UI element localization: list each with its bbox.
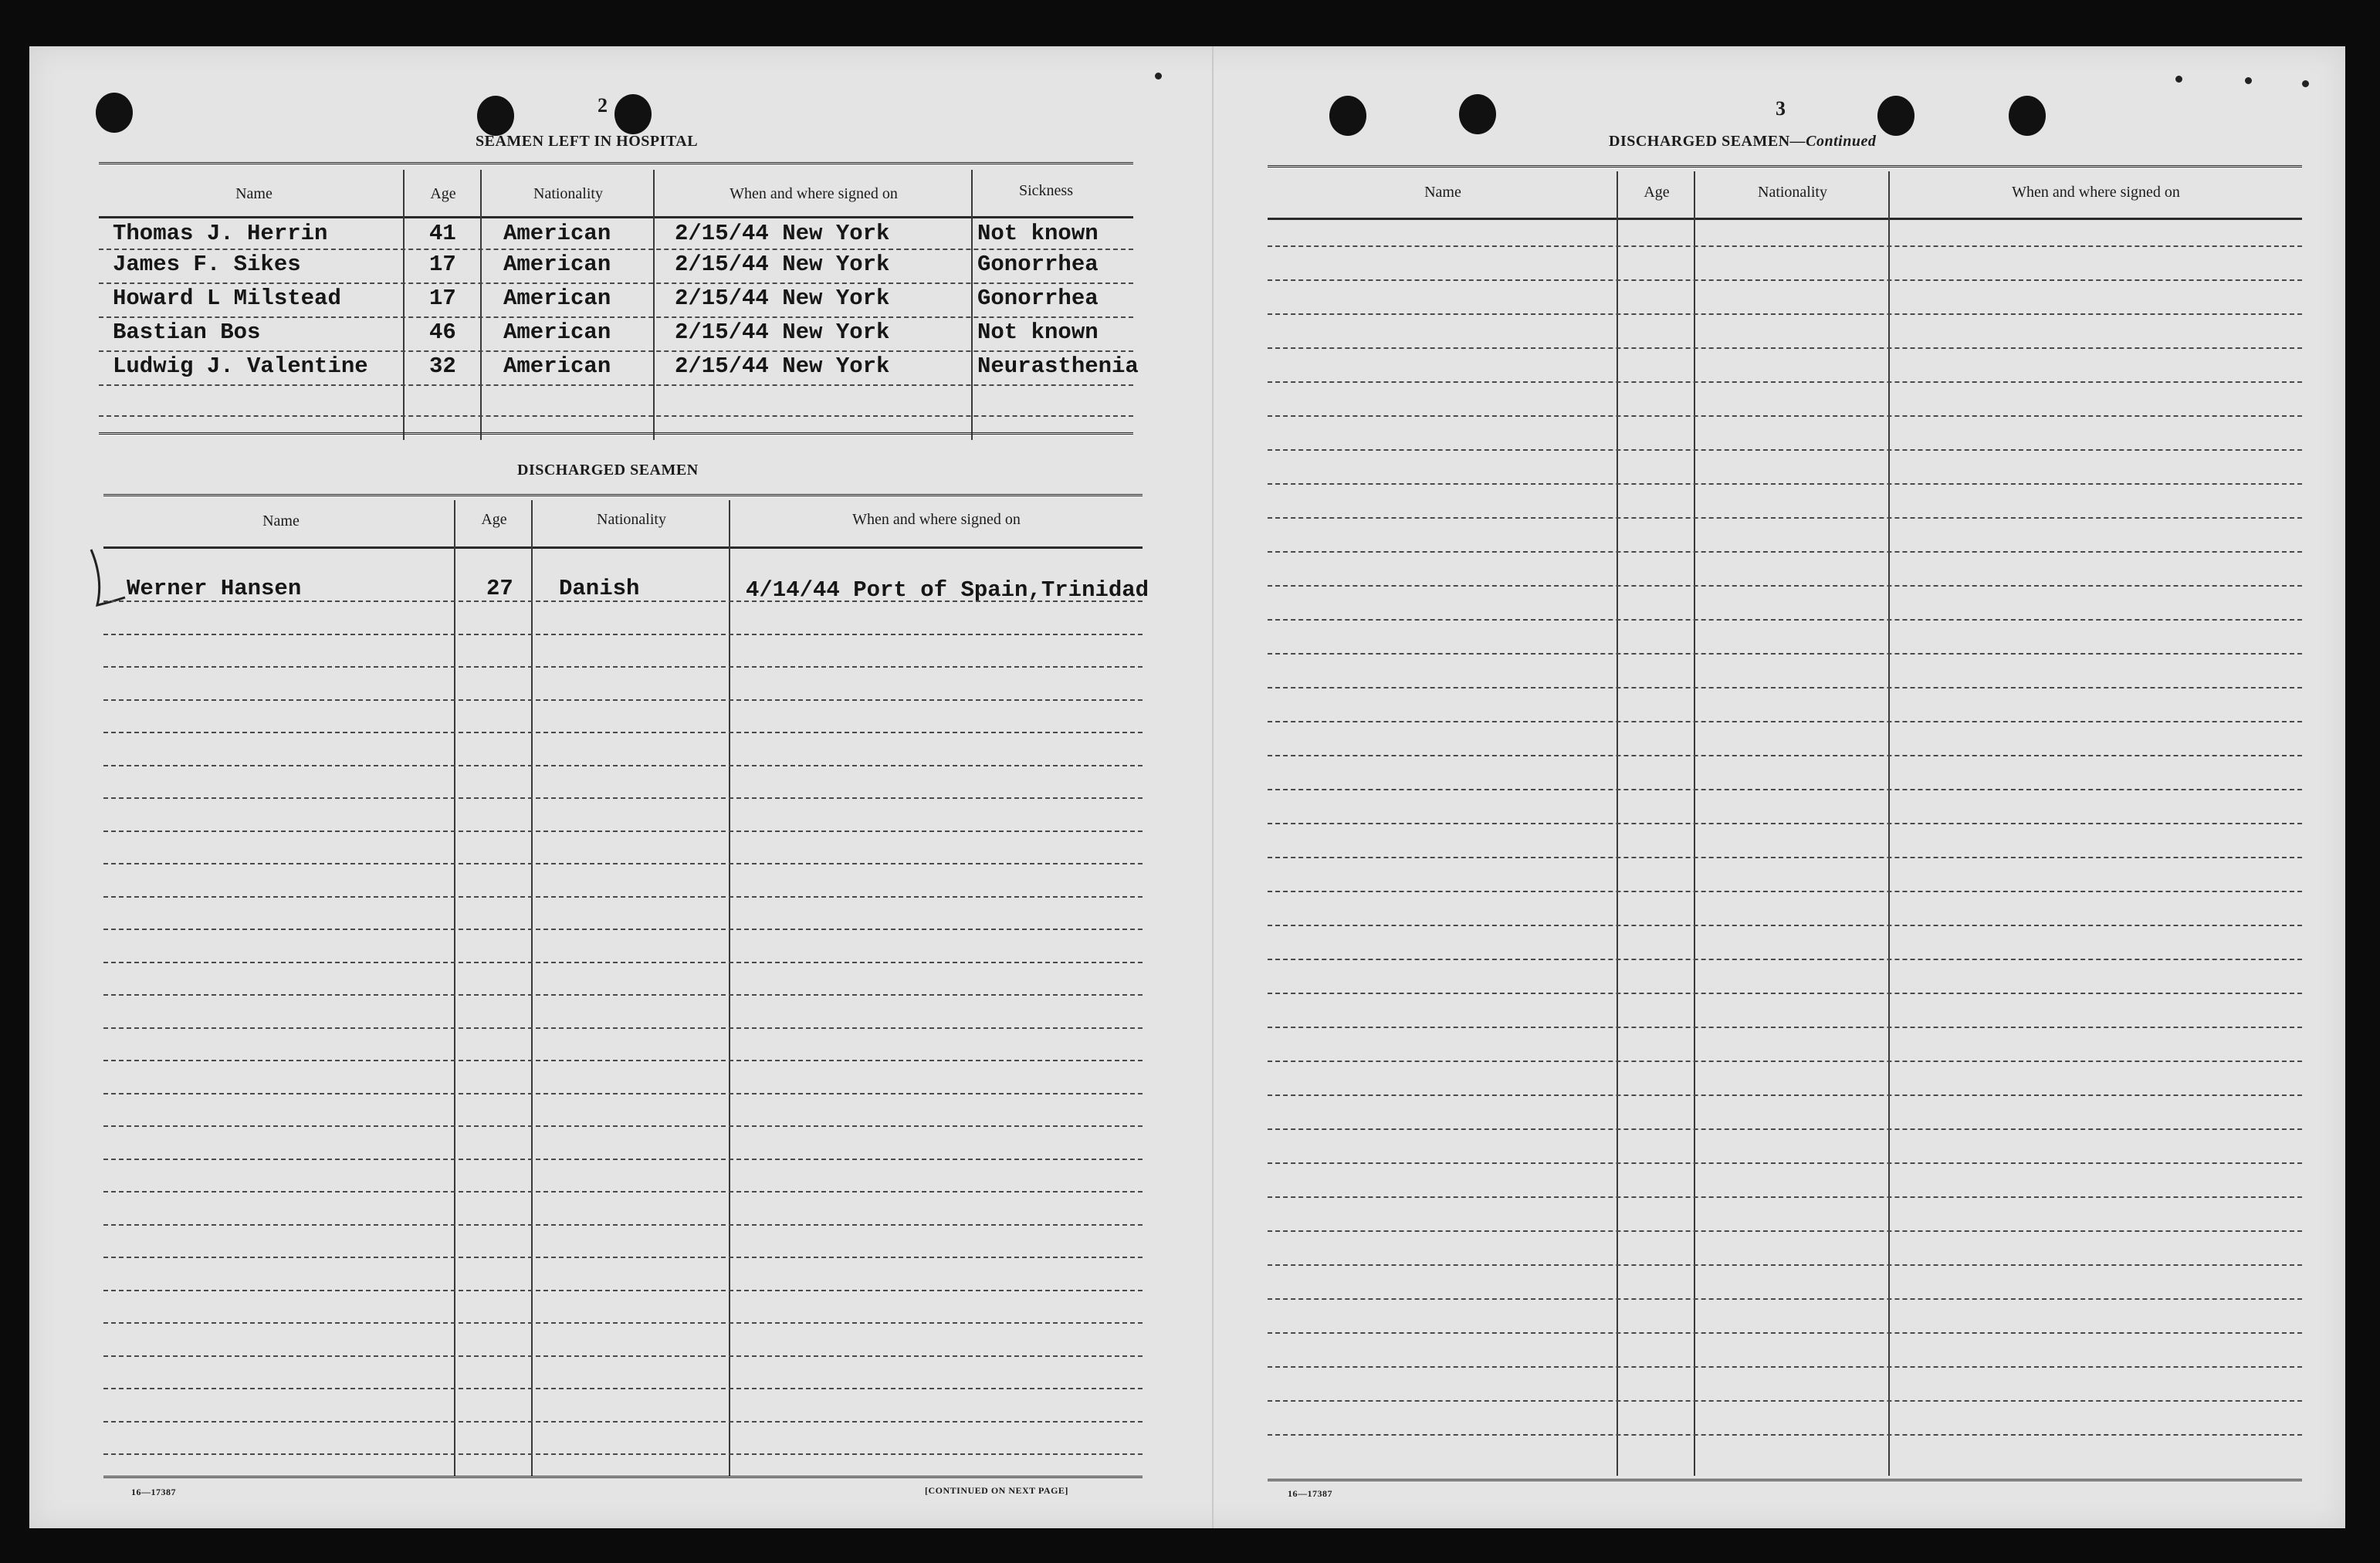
- row-rule: [1268, 1061, 2302, 1062]
- row-rule: [103, 1027, 1143, 1029]
- row-rule: [1268, 347, 2302, 349]
- row-rule: [1268, 1332, 2302, 1334]
- row-rule: [103, 765, 1143, 766]
- row-rule: [1268, 959, 2302, 960]
- row-rule: [1268, 1230, 2302, 1232]
- row-rule: [1268, 619, 2302, 621]
- row-rule: [1268, 551, 2302, 553]
- seaman-age: 32: [429, 354, 456, 379]
- row-rule: [103, 929, 1143, 930]
- seaman-age: 41: [429, 221, 456, 246]
- seaman-sickness: Gonorrhea: [977, 286, 1099, 311]
- row-rule: [103, 1060, 1143, 1061]
- row-rule: [1268, 245, 2302, 247]
- header-rule: [99, 216, 1133, 218]
- row-rule: [1268, 1128, 2302, 1130]
- seaman-name: Thomas J. Herrin: [113, 221, 328, 246]
- table-top-rule: [103, 494, 1143, 499]
- row-rule: [103, 962, 1143, 963]
- row-rule: [103, 994, 1143, 996]
- form-code-left: 16—17387: [131, 1487, 176, 1497]
- column-divider: [480, 170, 482, 440]
- seaman-signed-on: 2/15/44 New York: [675, 221, 890, 246]
- seaman-age: 27: [486, 576, 513, 601]
- ink-speck: [2302, 80, 2309, 87]
- seaman-signed-on: 4/14/44 Port of Spain,Trinidad: [746, 577, 1149, 603]
- row-rule: [1268, 279, 2302, 281]
- row-rule: [103, 1224, 1143, 1226]
- row-rule: [1268, 1298, 2302, 1300]
- row-rule: [103, 1453, 1143, 1455]
- seaman-name: Werner Hansen: [127, 576, 302, 601]
- row-rule: [1268, 1400, 2302, 1402]
- punch-hole: [96, 93, 133, 133]
- row-rule: [103, 831, 1143, 832]
- seaman-signed-on: 2/15/44 New York: [675, 320, 890, 345]
- seaman-nationality: American: [503, 286, 611, 311]
- col-header-nationality: Nationality: [533, 185, 603, 202]
- seaman-signed-on: 2/15/44 New York: [675, 252, 890, 277]
- header-rule: [1268, 218, 2302, 220]
- col-header-name: Name: [235, 185, 273, 202]
- row-rule: [103, 634, 1143, 635]
- col-header-name: Name: [262, 513, 300, 529]
- seaman-sickness: Gonorrhea: [977, 252, 1099, 277]
- col-header-signed-on: When and where signed on: [730, 185, 898, 202]
- row-rule: [1268, 1162, 2302, 1164]
- column-divider: [653, 170, 655, 440]
- row-rule: [99, 350, 1133, 352]
- col-header-age: Age: [1644, 184, 1670, 201]
- punch-hole: [1459, 94, 1496, 134]
- col-header-age: Age: [430, 185, 456, 202]
- col-header-signed-on: When and where signed on: [852, 511, 1021, 528]
- continued-note: [CONTINUED ON NEXT PAGE]: [925, 1485, 1068, 1496]
- col-header-nationality: Nationality: [1758, 184, 1827, 201]
- col-header-nationality: Nationality: [597, 511, 666, 528]
- discharged-continued-title: [1609, 133, 1876, 151]
- ink-speck: [2245, 77, 2252, 84]
- col-header-age: Age: [481, 511, 507, 528]
- row-rule: [1268, 415, 2302, 417]
- seaman-nationality: American: [503, 320, 611, 345]
- row-rule: [1268, 449, 2302, 451]
- hospital-section-title: SEAMEN LEFT IN HOSPITAL: [476, 133, 699, 150]
- row-rule: [103, 699, 1143, 701]
- row-rule: [103, 1388, 1143, 1389]
- row-rule: [103, 666, 1143, 668]
- seaman-sickness: Not known: [977, 221, 1099, 246]
- header-rule: [103, 546, 1143, 549]
- column-divider: [531, 500, 533, 1476]
- row-rule: [103, 1159, 1143, 1160]
- seaman-signed-on: 2/15/44 New York: [675, 354, 890, 379]
- row-rule: [1268, 687, 2302, 688]
- row-rule: [103, 863, 1143, 864]
- seaman-nationality: Danish: [559, 576, 640, 601]
- form-code-right: 16—17387: [1288, 1488, 1332, 1499]
- row-rule: [1268, 755, 2302, 756]
- row-rule: [1268, 1027, 2302, 1028]
- title-continued: —Continued: [1789, 133, 1877, 150]
- seaman-name: James F. Sikes: [113, 252, 301, 277]
- col-header-signed-on: When and where signed on: [2012, 184, 2180, 201]
- row-rule: [1268, 1366, 2302, 1368]
- row-rule: [103, 1191, 1143, 1193]
- section-bottom-rule: [1268, 1479, 2302, 1484]
- column-divider: [454, 500, 455, 1476]
- punch-hole: [1329, 96, 1366, 136]
- page-fold: [1212, 46, 1214, 1528]
- row-rule: [99, 282, 1133, 284]
- seaman-sickness: Neurasthenia: [977, 354, 1139, 379]
- row-rule: [1268, 381, 2302, 383]
- ink-speck: [2175, 76, 2182, 83]
- punch-hole: [2009, 96, 2046, 136]
- row-rule: [1268, 857, 2302, 858]
- seaman-name: Howard L Milstead: [113, 286, 341, 311]
- row-rule: [1268, 653, 2302, 655]
- row-rule: [99, 384, 1133, 386]
- table-top-rule: [1268, 165, 2302, 171]
- seaman-name: Ludwig J. Valentine: [113, 354, 368, 379]
- row-rule: [103, 896, 1143, 898]
- seaman-age: 17: [429, 286, 456, 311]
- row-rule: [103, 1322, 1143, 1324]
- table-top-rule: [99, 162, 1133, 167]
- row-rule: [1268, 993, 2302, 994]
- section-bottom-rule: [99, 432, 1133, 438]
- row-rule: [103, 601, 1143, 602]
- punch-hole: [614, 94, 652, 134]
- col-header-sickness: Sickness: [1019, 182, 1073, 199]
- row-rule: [99, 316, 1133, 318]
- row-rule: [1268, 313, 2302, 315]
- row-rule: [1268, 1196, 2302, 1198]
- row-rule: [1268, 585, 2302, 587]
- row-rule: [1268, 789, 2302, 790]
- row-rule: [103, 732, 1143, 733]
- row-rule: [1268, 483, 2302, 485]
- ink-speck: [1155, 73, 1162, 80]
- row-rule: [103, 1290, 1143, 1291]
- punch-hole: [1877, 96, 1914, 136]
- row-rule: [1268, 1094, 2302, 1096]
- punch-hole: [477, 96, 514, 136]
- seaman-nationality: American: [503, 252, 611, 277]
- row-rule: [103, 797, 1143, 799]
- row-rule: [103, 1125, 1143, 1127]
- col-header-name: Name: [1424, 184, 1461, 201]
- row-rule: [103, 1421, 1143, 1423]
- seaman-sickness: Not known: [977, 320, 1099, 345]
- column-divider: [971, 170, 973, 440]
- row-rule: [1268, 925, 2302, 926]
- column-divider: [729, 500, 730, 1476]
- row-rule: [1268, 1434, 2302, 1436]
- row-rule: [99, 415, 1133, 417]
- seaman-nationality: American: [503, 221, 611, 246]
- row-rule: [103, 1257, 1143, 1258]
- page-number-right: 3: [1776, 97, 1786, 120]
- title-main: DISCHARGED SEAMEN: [1609, 133, 1790, 150]
- row-rule: [1268, 517, 2302, 519]
- row-rule: [1268, 1264, 2302, 1266]
- section-bottom-rule: [103, 1476, 1143, 1481]
- manifest-sheet: [29, 46, 2345, 1528]
- row-rule: [1268, 721, 2302, 722]
- page-number-left: 2: [598, 94, 608, 117]
- row-rule: [1268, 823, 2302, 824]
- seaman-nationality: American: [503, 354, 611, 379]
- seaman-signed-on: 2/15/44 New York: [675, 286, 890, 311]
- row-rule: [1268, 891, 2302, 892]
- discharged-section-title: DISCHARGED SEAMEN: [517, 462, 699, 479]
- seaman-name: Bastian Bos: [113, 320, 261, 345]
- seaman-age: 46: [429, 320, 456, 345]
- row-rule: [99, 249, 1133, 250]
- column-divider: [403, 170, 405, 440]
- row-rule: [103, 1093, 1143, 1094]
- row-rule: [103, 1355, 1143, 1357]
- seaman-age: 17: [429, 252, 456, 277]
